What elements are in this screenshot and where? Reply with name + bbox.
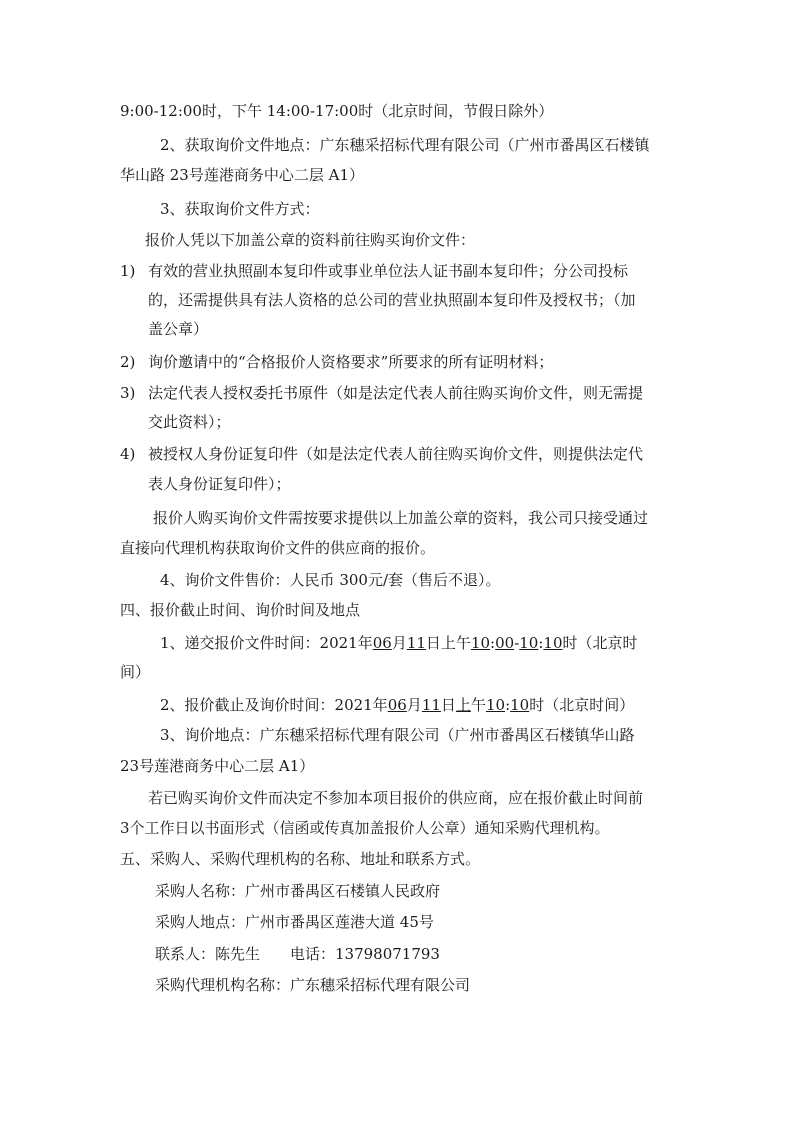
inquiry-time-suffix: 时（北京时间） <box>529 696 635 714</box>
withdrawal-notice-line-1: 若已购买询价文件而决定不参加本项目报价的供应商，应在报价截止时间前 <box>148 789 644 807</box>
inquiry-day-suffix: 日 <box>440 696 456 714</box>
submission-day-suffix: 日上午 <box>425 634 471 652</box>
section-4-heading: 四、报价截止时间、询价时间及地点 <box>120 601 361 619</box>
inquiry-day: 11 <box>421 696 441 714</box>
inquiry-month-suffix: 月 <box>406 696 422 714</box>
submission-time-line <box>160 633 638 653</box>
time-range-dash: - <box>514 634 520 652</box>
requirement-number: 2) <box>120 353 136 371</box>
inquiry-time-line <box>160 695 634 715</box>
contact-person: 联系人：陈先生 <box>155 945 261 963</box>
purchase-note-line-2: 直接向代理机构获取询价文件的供应商的报价。 <box>120 539 436 557</box>
doc-method-title: 3、获取询价文件方式： <box>160 200 320 218</box>
submission-start-hour: 10 <box>470 634 491 652</box>
section-5-heading: 五、采购人、采购代理机构的名称、地址和联系方式。 <box>120 850 481 868</box>
submission-month: 06 <box>372 634 392 652</box>
requirement-text: 的，还需提供具有法人资格的总公司的营业执照副本复印件及授权书；（加 <box>148 291 636 309</box>
withdrawal-notice-line-2: 3个工作日以书面形式（信函或传真加盖报价人公章）通知采购代理机构。 <box>120 819 610 837</box>
doc-location-line-1: 2、获取询价文件地点：广东穗采招标代理有限公司（广州市番禺区石楼镇 <box>160 136 650 154</box>
agency-name: 采购代理机构名称：广东穗采招标代理有限公司 <box>155 976 471 994</box>
requirement-number: 1) <box>120 262 136 280</box>
contact-phone: 电话：13798071793 <box>290 945 440 963</box>
requirement-text: 被授权人身份证复印件（如是法定代表人前往购买询价文件，则提供法定代 <box>148 445 644 463</box>
purchaser-name: 采购人名称：广州市番禺区石楼镇人民政府 <box>155 882 441 900</box>
requirement-text: 有效的营业执照副本复印件或事业单位法人证书副本复印件；分公司投标 <box>148 262 629 280</box>
inquiry-location-line-2: 23号莲港商务中心二层 A1） <box>120 757 315 775</box>
submission-day: 11 <box>406 634 426 652</box>
submission-time-suffix: 时（北京时 <box>562 634 638 652</box>
submission-time-wrap: 间） <box>120 663 151 681</box>
inquiry-am-suffix: 午 <box>470 696 486 714</box>
submission-start-minute: 00 <box>495 634 515 652</box>
doc-location-line-2: 华山路 23号莲港商务中心二层 A1） <box>120 166 365 184</box>
submission-end-hour: 10 <box>519 634 539 652</box>
inquiry-month: 06 <box>387 696 407 714</box>
time-separator: : <box>538 634 544 652</box>
inquiry-time-prefix: 2、报价截止及询价时间：2021年 <box>160 696 388 714</box>
submission-month-suffix: 月 <box>391 634 407 652</box>
submission-end-minute: 10 <box>543 634 563 652</box>
inquiry-location-line-1: 3、询价地点：广东穗采招标代理有限公司（广州市番禺区石楼镇华山路 <box>160 726 635 744</box>
requirement-text: 法定代表人授权委托书原件（如是法定代表人前往购买询价文件，则无需提 <box>148 384 644 402</box>
purchase-note-line-1: 报价人购买询价文件需按要求提供以上加盖公章的资料，我公司只接受通过 <box>153 509 649 527</box>
inquiry-am: 上 <box>455 696 471 714</box>
inquiry-minute: 10 <box>510 696 530 714</box>
purchaser-address: 采购人地点：广州市番禺区莲港大道 45号 <box>155 913 434 931</box>
doc-method-intro: 报价人凭以下加盖公章的资料前往购买询价文件： <box>145 231 476 249</box>
requirement-text: 询价邀请中的“合格报价人资格要求”所要求的所有证明材料； <box>148 353 554 371</box>
doc-price-line: 4、询价文件售价：人民币 300元/套（售后不退）。 <box>160 571 501 589</box>
requirement-text: 盖公章） <box>148 320 209 338</box>
requirement-text: 表人身份证复印件）； <box>148 475 291 493</box>
requirement-number: 3) <box>120 384 136 402</box>
requirement-text: 交此资料）； <box>148 413 231 431</box>
submission-time-prefix: 1、递交报价文件时间：2021年 <box>160 634 373 652</box>
inquiry-hour: 10 <box>485 696 506 714</box>
time-separator: : <box>490 634 496 652</box>
time-separator: : <box>505 696 511 714</box>
requirement-number: 4) <box>120 445 136 463</box>
office-hours-line: 9:00-12:00时，下午 14:00-17:00时（北京时间，节假日除外） <box>120 102 554 120</box>
